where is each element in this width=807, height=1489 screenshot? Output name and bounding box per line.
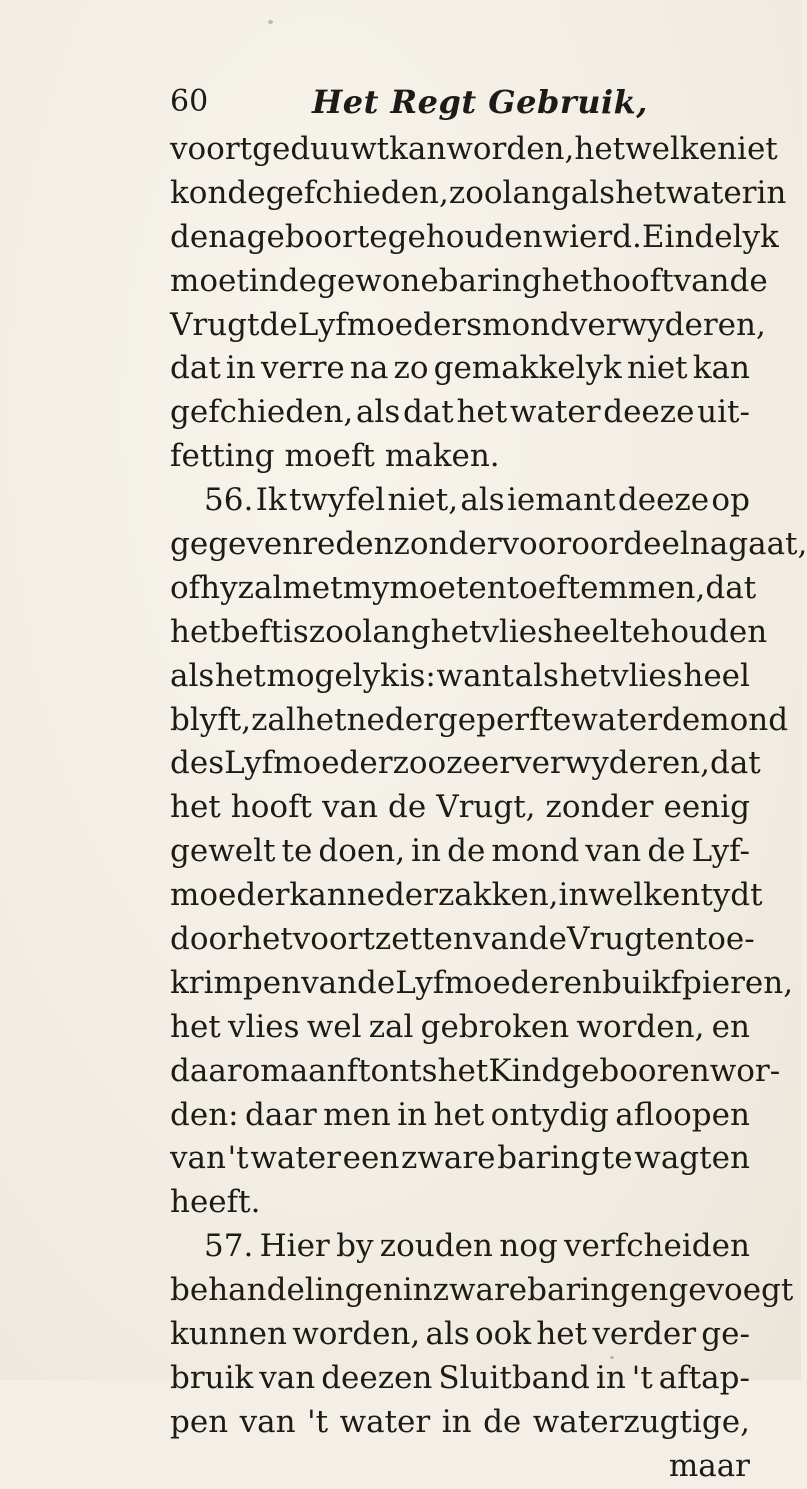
word: uit- <box>697 394 750 431</box>
word: op <box>711 482 750 519</box>
word: gehouden <box>387 218 543 255</box>
word: in <box>225 350 256 387</box>
word: een <box>342 1140 400 1177</box>
word: worden, <box>292 1316 421 1353</box>
word: als <box>460 482 505 519</box>
word: zeer <box>446 745 515 782</box>
word: eenig <box>663 789 750 826</box>
word: geduuwt <box>252 131 390 167</box>
text-line <box>170 874 763 918</box>
word: als <box>425 1316 470 1353</box>
word: men <box>323 1096 391 1133</box>
word: het <box>170 789 221 826</box>
word: bruik <box>170 1359 254 1396</box>
text-line <box>170 786 750 830</box>
word: ontydig <box>490 1096 609 1133</box>
word: my <box>342 569 390 606</box>
word: het <box>242 921 293 958</box>
paper-speck <box>610 1356 614 1359</box>
word: moeten <box>389 569 507 606</box>
text-line <box>170 699 789 743</box>
word: zouden <box>379 1228 493 1265</box>
word: worden, <box>576 1008 705 1045</box>
word: verfcheiden <box>564 1228 750 1265</box>
word: als <box>570 174 616 211</box>
body-text <box>170 128 807 1489</box>
word: nageboorte <box>208 218 388 255</box>
word: zoo <box>308 613 363 650</box>
word: van <box>585 833 642 870</box>
word: verwyderen, <box>514 745 710 782</box>
word: beft <box>220 613 283 650</box>
word: Ik <box>255 482 287 519</box>
word: in <box>558 877 589 914</box>
word: van <box>301 964 358 1001</box>
word: Hier <box>259 1228 330 1265</box>
word: van <box>259 1359 316 1396</box>
word: is: <box>399 657 436 694</box>
word: gevoegt <box>668 1272 794 1309</box>
word: baring <box>497 1140 601 1177</box>
word: het <box>536 1316 588 1353</box>
word: nederzakken, <box>346 877 559 914</box>
text-line <box>170 742 761 786</box>
word: des <box>170 745 225 782</box>
word: kan <box>389 131 447 167</box>
word: aanftonts <box>289 1052 438 1089</box>
page-header <box>170 82 730 126</box>
text-line <box>170 830 750 874</box>
word: vlies <box>611 657 683 694</box>
word: moeder <box>170 877 290 914</box>
word: fetting <box>170 438 275 475</box>
word: water <box>339 1403 431 1440</box>
word: vlies <box>481 613 554 650</box>
word: het <box>437 1052 489 1089</box>
word: de <box>278 262 317 299</box>
word: mond <box>491 833 580 870</box>
word: zo <box>393 350 429 387</box>
word: tydt <box>700 877 763 914</box>
word: als <box>355 394 401 431</box>
word: ge- <box>701 1316 750 1353</box>
word: ook <box>475 1316 532 1353</box>
word: Vrugt <box>170 306 260 343</box>
word: de <box>447 833 486 870</box>
word: van <box>170 1140 226 1177</box>
word: blyft, <box>170 701 252 738</box>
text-line <box>170 1181 750 1225</box>
word: van <box>673 262 730 299</box>
word: heel <box>553 613 620 650</box>
word: verre <box>260 350 345 387</box>
text-line <box>170 1006 750 1050</box>
word: welke <box>625 131 718 167</box>
word: hooft <box>592 262 674 299</box>
word: aftap- <box>658 1359 750 1396</box>
word: voortzetten <box>292 921 473 958</box>
word: vooroordeel <box>501 526 690 563</box>
word: Eindelyk <box>641 218 779 255</box>
word: de <box>259 306 298 343</box>
word: de <box>170 218 209 255</box>
word: het <box>295 701 347 738</box>
word: het <box>541 262 593 299</box>
text-line <box>170 260 768 304</box>
word: van <box>472 921 529 958</box>
word: gemakkelyk <box>433 350 622 387</box>
word: de <box>662 701 701 738</box>
word: baringen <box>527 1272 669 1309</box>
word: gefchieden, <box>265 174 449 211</box>
word: van <box>239 1403 296 1440</box>
word: mond <box>700 701 789 738</box>
word: vlies <box>227 1008 300 1045</box>
word: zware <box>401 1140 496 1177</box>
word: gebroken <box>420 1008 570 1045</box>
word: de <box>647 833 686 870</box>
word: heeft. <box>170 1184 261 1221</box>
word: Lyf- <box>691 833 750 870</box>
word: de <box>528 921 567 958</box>
text-line <box>170 523 807 567</box>
word: Lyfmoeders <box>297 306 483 343</box>
word: doen, <box>318 833 406 870</box>
word: het <box>559 657 611 694</box>
word: 56. <box>204 482 254 519</box>
word: te <box>619 613 651 650</box>
text-line <box>170 611 768 655</box>
word: dat <box>709 745 761 782</box>
text-line <box>170 1050 781 1094</box>
word: of <box>170 569 201 606</box>
word: twyfel <box>288 482 386 519</box>
word: gebooren <box>561 1052 710 1089</box>
word: maken. <box>384 438 500 475</box>
word: afloopen <box>615 1096 750 1133</box>
word: in <box>411 833 442 870</box>
word: kan <box>289 877 347 914</box>
word: mogelyk <box>266 657 399 694</box>
word: in <box>397 1096 428 1133</box>
word: deeze <box>617 482 710 519</box>
word: na <box>349 350 389 387</box>
word: van <box>322 789 378 826</box>
text-line <box>170 128 778 172</box>
word: niet, <box>387 482 459 519</box>
word: als <box>170 657 215 694</box>
word: 't <box>307 1403 329 1440</box>
word: het <box>574 131 626 167</box>
text-line <box>170 567 757 611</box>
word: behandelingen <box>170 1272 403 1309</box>
word: krimpen <box>170 964 302 1001</box>
word: het <box>430 613 482 650</box>
word: hooft <box>230 789 313 826</box>
word: deeze <box>603 394 695 431</box>
word: gefchieden, <box>170 394 354 431</box>
word: deezen <box>321 1359 433 1396</box>
text-line <box>170 172 787 216</box>
word: in <box>595 1359 626 1396</box>
word: zoo <box>448 174 503 211</box>
word: konde <box>170 174 266 211</box>
paper-speck <box>268 20 273 24</box>
text-line <box>170 304 766 348</box>
word: voort <box>170 131 253 167</box>
word: houden <box>650 613 768 650</box>
word: zoo <box>392 745 447 782</box>
word: te <box>281 833 313 870</box>
word: het <box>615 174 666 211</box>
text-line <box>170 1225 750 1269</box>
word: daar <box>245 1096 317 1133</box>
word: lang <box>502 174 571 211</box>
word: pen <box>170 1403 229 1440</box>
text-line <box>170 918 755 962</box>
word: Sluitband <box>438 1359 590 1396</box>
word: door <box>170 921 242 958</box>
word: neder <box>346 701 438 738</box>
word: dat <box>170 350 221 387</box>
word: Kind <box>488 1052 562 1089</box>
word: in <box>441 1403 472 1440</box>
word: den: <box>170 1096 239 1133</box>
text-line <box>170 1137 750 1181</box>
word: niet <box>717 131 778 167</box>
word: in <box>756 174 787 211</box>
word: buikfpieren, <box>602 964 794 1001</box>
word: gegeven <box>170 526 303 563</box>
word: de <box>357 964 396 1001</box>
word: moet <box>170 262 249 299</box>
word: water <box>571 701 663 738</box>
word: het <box>433 1096 485 1133</box>
word: toe- <box>694 921 755 958</box>
word: en <box>656 921 695 958</box>
word: in <box>248 262 279 299</box>
word: want <box>436 657 514 694</box>
word: iemant <box>507 482 616 519</box>
word: in <box>402 1272 433 1309</box>
word: 't <box>631 1359 653 1396</box>
text-line <box>170 1313 750 1357</box>
text-line <box>170 1401 750 1445</box>
page-number: 60 <box>170 84 209 119</box>
text-line <box>170 479 750 523</box>
word: water <box>250 1140 341 1177</box>
word: heel <box>683 657 750 694</box>
catchword: maar <box>668 1447 750 1484</box>
word: zonder <box>545 789 654 826</box>
word: waterzugtige, <box>532 1403 750 1440</box>
text-line <box>170 1269 794 1313</box>
word: reden <box>302 526 394 563</box>
word: zal <box>237 569 283 606</box>
word: zal <box>368 1008 414 1045</box>
word: kunnen <box>170 1316 287 1353</box>
word: Vrugt <box>566 921 657 958</box>
word: moeft <box>284 438 375 475</box>
word: wel <box>306 1008 362 1045</box>
word: verwyderen, <box>569 306 766 343</box>
text-line <box>170 1357 750 1401</box>
word: verder <box>592 1316 697 1353</box>
word: zware <box>432 1272 528 1309</box>
word: kan <box>692 350 750 387</box>
word: de <box>729 262 768 299</box>
word: dat <box>402 394 454 431</box>
word: wierd. <box>542 218 642 255</box>
word: water <box>509 394 601 431</box>
word: toeftemmen, <box>506 569 706 606</box>
word: dat <box>705 569 757 606</box>
word: by <box>336 1228 374 1265</box>
word: baring <box>438 262 542 299</box>
text-line <box>170 347 750 391</box>
word: gewone <box>316 262 439 299</box>
word: het <box>214 657 266 694</box>
word: worden, <box>446 131 575 167</box>
word: nog <box>499 1228 558 1265</box>
word: als <box>514 657 559 694</box>
word: gaat, <box>728 526 807 563</box>
word: water <box>665 174 757 211</box>
word: 't <box>227 1140 249 1177</box>
word: het <box>456 394 508 431</box>
text-line <box>170 391 750 435</box>
word: geperfte <box>437 701 572 738</box>
word: het <box>170 613 221 650</box>
word: niet <box>626 350 688 387</box>
word: het <box>170 1008 221 1045</box>
word: welken <box>588 877 701 914</box>
word: mond <box>482 306 570 343</box>
text-line <box>170 655 750 699</box>
word: lang <box>362 613 431 650</box>
text-line <box>170 1094 750 1138</box>
word: gewelt <box>170 833 276 870</box>
word: zal <box>251 701 296 738</box>
word: zonder <box>393 526 502 563</box>
word: wagten <box>634 1140 750 1177</box>
word: de <box>387 789 427 826</box>
running-title: Het Regt Gebruik, <box>312 83 648 121</box>
word: daarom <box>170 1052 290 1089</box>
word: na <box>689 526 729 563</box>
word: en <box>711 1008 750 1045</box>
word: de <box>483 1403 522 1440</box>
word: Lyfmoeder <box>395 964 564 1001</box>
text-line <box>170 962 794 1006</box>
word: Vrugt, <box>436 789 536 826</box>
word: is <box>282 613 309 650</box>
word: hy <box>200 569 238 606</box>
word: 57. <box>204 1228 254 1265</box>
word: Lyfmoeder <box>224 745 393 782</box>
word: en <box>563 964 603 1001</box>
word: met <box>282 569 343 606</box>
word: wor- <box>709 1052 781 1089</box>
text-line <box>170 435 750 479</box>
word: te <box>601 1140 633 1177</box>
text-line <box>170 216 779 260</box>
